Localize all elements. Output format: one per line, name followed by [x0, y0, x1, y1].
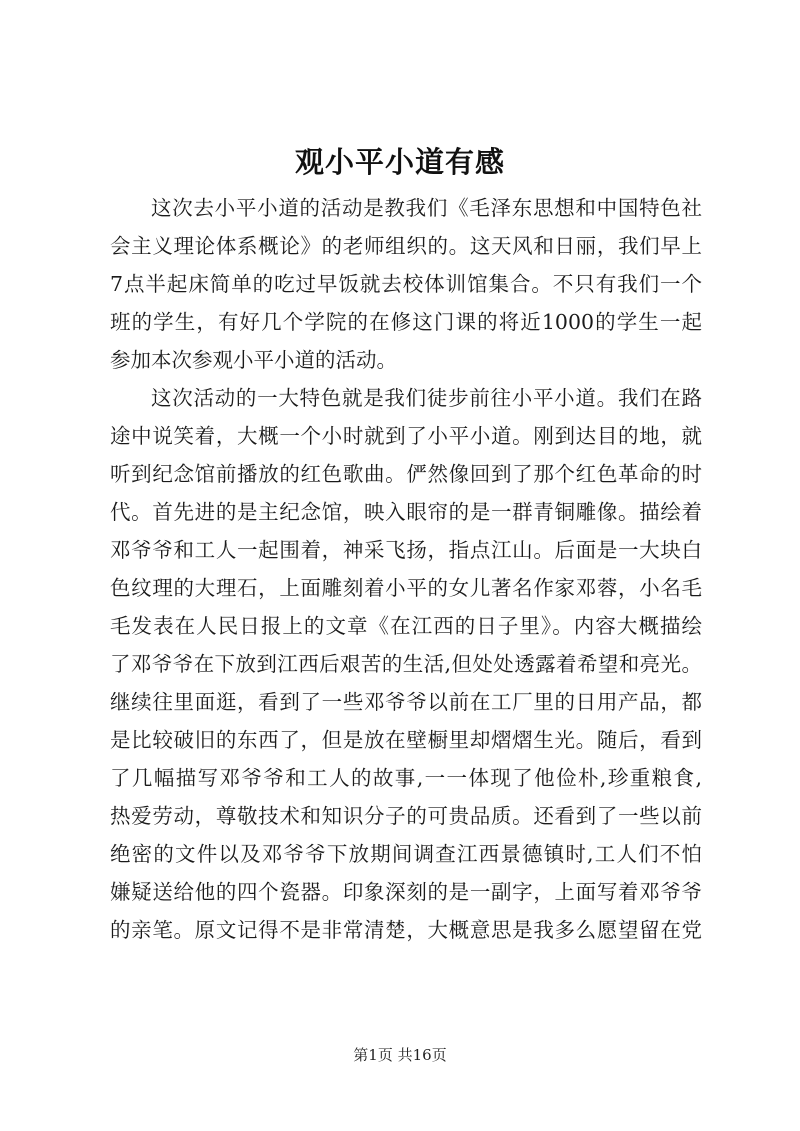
text-line: 毛发表在人民日报上的文章《在江西的日子里》。内容大概描绘 [110, 614, 702, 638]
document-title: 观小平小道有感 [294, 145, 505, 179]
text-line: 绝密的文件以及邓爷爷下放期间调查江西景德镇时,工人们不怕 [110, 842, 702, 866]
page-number-footer: 第1页 共16页 [353, 1046, 447, 1064]
text-line: 继续往里面逛，看到了一些邓爷爷以前在工厂里的日用产品，都 [110, 690, 702, 714]
text-line: 的亲笔。原文记得不是非常清楚，大概意思是我多么愿望留在党 [110, 918, 702, 942]
text-line: 色纹理的大理石，上面雕刻着小平的女儿著名作家邓蓉，小名毛 [110, 576, 702, 600]
text-line: 了邓爷爷在下放到江西后艰苦的生活,但处处透露着希望和亮光。 [110, 652, 702, 676]
text-line: 是比较破旧的东西了，但是放在壁橱里却熠熠生光。随后，看到 [110, 728, 702, 752]
text-line: 途中说笑着，大概一个小时就到了小平小道。刚到达目的地，就 [110, 424, 702, 448]
text-line: 嫌疑送给他的四个瓷器。印象深刻的是一副字，上面写着邓爷爷 [110, 880, 702, 904]
text-line: 参加本次参观小平小道的活动。 [110, 348, 397, 372]
paragraph-1 [110, 189, 702, 379]
paragraph-2 [110, 379, 702, 949]
text-line: 7点半起床简单的吃过早饭就去校体训馆集合。不只有我们一个 [110, 272, 702, 296]
text-line: 听到纪念馆前播放的红色歌曲。俨然像回到了那个红色革命的时 [110, 462, 702, 486]
text-line: 班的学生，有好几个学院的在修这门课的将近1000的学生一起 [110, 310, 702, 334]
text-line: 代。首先进的是主纪念馆，映入眼帘的是一群青铜雕像。描绘着 [110, 500, 702, 524]
text-line: 这次去小平小道的活动是教我们《毛泽东思想和中国特色社 [151, 196, 702, 220]
text-line: 邓爷爷和工人一起围着，神采飞扬，指点江山。后面是一大块白 [110, 538, 702, 562]
text-line: 这次活动的一大特色就是我们徒步前往小平小道。我们在路 [151, 386, 702, 410]
document-body [110, 189, 702, 949]
text-line: 会主义理论体系概论》的老师组织的。这天风和日丽，我们早上 [110, 234, 702, 258]
text-line: 了几幅描写邓爷爷和工人的故事,一一体现了他俭朴,珍重粮食, [110, 766, 702, 790]
text-line: 热爱劳动，尊敬技术和知识分子的可贵品质。还看到了一些以前 [110, 804, 702, 828]
